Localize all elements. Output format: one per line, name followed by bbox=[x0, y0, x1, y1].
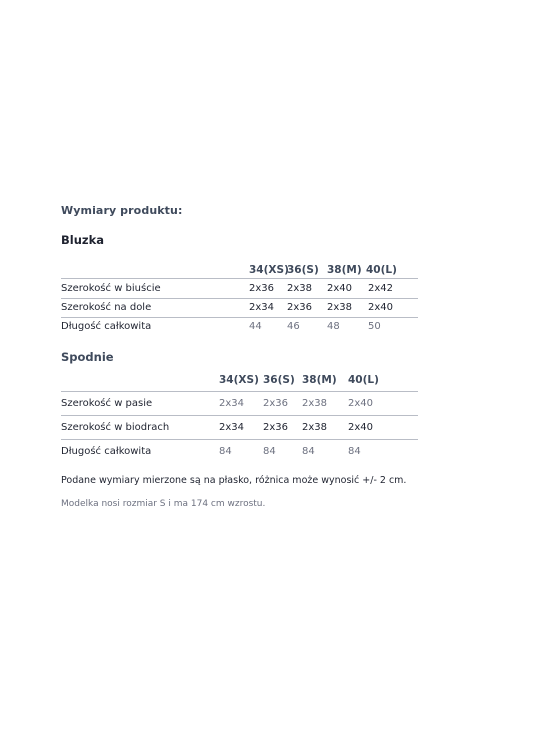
table-cell: 84 bbox=[263, 446, 276, 457]
size-header: 38(M) bbox=[327, 264, 362, 276]
size-header: 36(S) bbox=[263, 374, 295, 386]
table-cell: 84 bbox=[348, 446, 361, 457]
table-divider bbox=[61, 439, 418, 440]
size-header: 36(S) bbox=[287, 264, 319, 276]
size-header: 34(XS) bbox=[249, 264, 289, 276]
table-cell: 84 bbox=[302, 446, 315, 457]
row-label: Szerokość w biuście bbox=[61, 283, 161, 294]
table-cell: 2x34 bbox=[219, 422, 245, 433]
table-cell: 84 bbox=[219, 446, 232, 457]
model-note: Modelka nosi rozmiar S i ma 174 cm wzrostu. bbox=[61, 499, 266, 509]
size-header: 34(XS) bbox=[219, 374, 259, 386]
section-title-bluzka: Bluzka bbox=[61, 233, 104, 247]
table-cell: 2x36 bbox=[249, 283, 275, 294]
row-label: Długość całkowita bbox=[61, 321, 152, 332]
table-divider bbox=[61, 278, 418, 279]
table-cell: 2x34 bbox=[249, 302, 275, 313]
table-cell: 50 bbox=[368, 321, 381, 332]
table-divider bbox=[61, 298, 418, 299]
table-cell: 46 bbox=[287, 321, 300, 332]
table-cell: 2x40 bbox=[348, 398, 374, 409]
table-cell: 2x38 bbox=[302, 398, 328, 409]
size-header: 40(L) bbox=[348, 374, 379, 386]
table-cell: 2x34 bbox=[219, 398, 245, 409]
table-cell: 2x40 bbox=[327, 283, 353, 294]
page-heading: Wymiary produktu: bbox=[61, 204, 183, 217]
section-title-spodnie: Spodnie bbox=[61, 350, 114, 364]
table-divider bbox=[61, 391, 418, 392]
measurement-note: Podane wymiary mierzone są na płasko, różnica może wynosić +/- 2 cm. bbox=[61, 475, 407, 486]
table-cell: 2x36 bbox=[287, 302, 313, 313]
table-cell: 2x36 bbox=[263, 422, 289, 433]
row-label: Szerokość na dole bbox=[61, 302, 152, 313]
table-divider bbox=[61, 415, 418, 416]
size-header: 40(L) bbox=[366, 264, 397, 276]
table-divider bbox=[61, 317, 418, 318]
table-cell: 2x42 bbox=[368, 283, 394, 294]
table-cell: 2x40 bbox=[348, 422, 374, 433]
table-cell: 44 bbox=[249, 321, 262, 332]
row-label: Szerokość w pasie bbox=[61, 398, 153, 409]
table-cell: 2x38 bbox=[302, 422, 328, 433]
row-label: Szerokość w biodrach bbox=[61, 422, 170, 433]
table-cell: 2x38 bbox=[287, 283, 313, 294]
table-cell: 2x36 bbox=[263, 398, 289, 409]
table-cell: 48 bbox=[327, 321, 340, 332]
size-header: 38(M) bbox=[302, 374, 337, 386]
row-label: Długość całkowita bbox=[61, 446, 152, 457]
table-cell: 2x40 bbox=[368, 302, 394, 313]
table-cell: 2x38 bbox=[327, 302, 353, 313]
